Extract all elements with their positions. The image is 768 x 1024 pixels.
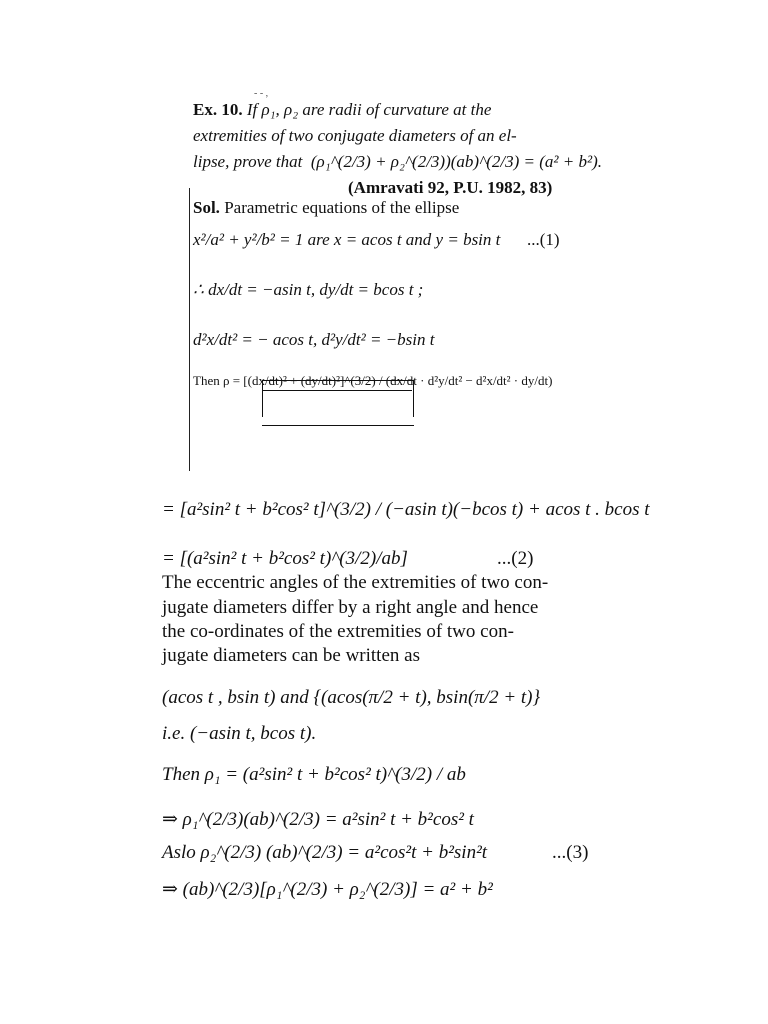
para-line-2: jugate diameters differ by a right angle and hence [162,597,539,618]
solution-label: Sol. [193,198,220,217]
scan-artifact: - - , [254,88,269,99]
rho-formula-text: Then ρ = [(dx/dt)² + (dy/dt)²]^(3/2) / (dx/dt · d²y/dt² − d²x/dt² · dy/dt) [193,373,553,388]
implies-1: ⇒ ρ₁^(2/3)(ab)^(2/3) = a²sin² t + b²cos² t [162,809,474,830]
example-text-1: If ρ₁, ρ₂ are radii of curvature at the [246,100,492,119]
para-line-3: the co-ordinates of the extremities of two con- [162,621,514,642]
example-prefix: lipse, prove that [193,152,303,171]
solution-intro-line [193,198,459,218]
ie-line: i.e. (−asin t, bcos t). [162,723,317,744]
step-1: = [a²sin² t + b²cos² t]^(3/2) / (−asin t)(−bcos t) + acos t . bcos t [162,499,650,520]
final-line: ⇒ (ab)^(2/3)[ρ₁^(2/3) + ρ₂^(2/3)] = a² + b² [162,879,493,900]
coordinates: (acos t , bsin t) and {(acos(π/2 + t), bsin(π/2 + t)} [162,687,541,708]
eq3-ref: ...(3) [552,842,589,863]
step-2: = [(a²sin² t + b²cos² t)^(3/2)/ab] [162,548,408,569]
first-derivatives: ∴ dx/dt = −asin t, dy/dt = bcos t ; [193,280,424,299]
also-line: Aslo ρ₂^(2/3) (ab)^(2/3) = a²cos²t + b²sin²t [162,842,488,863]
example-label: Ex. 10. [193,100,243,119]
example-source: (Amravati 92, P.U. 1982, 83) [348,178,553,197]
para-line-4: jugate diameters can be written as [162,645,420,666]
example-formula: (ρ₁^(2/3) + ρ₂^(2/3))(ab)^(2/3) = (a² + b²). [310,152,603,171]
rho1-line: Then ρ₁ = (a²sin² t + b²cos² t)^(3/2) / ab [162,764,466,785]
solution-intro: Parametric equations of the ellipse [224,198,460,217]
left-margin-rule [189,188,190,471]
example-line-3 [193,152,602,172]
example-line-1 [193,100,491,120]
second-derivatives: d²x/dt² = − acos t, d²y/dt² = −bsin t [193,330,435,349]
eq1-ref: ...(1) [527,230,560,249]
rho-fraction-bar [262,425,414,426]
eq2-ref: ...(2) [497,548,534,569]
param-equation: x²/a² + y²/b² = 1 are x = acos t and y = bsin t [193,230,501,249]
para-line-1: The eccentric angles of the extremities of two con- [162,572,549,593]
rho-bracket [262,380,414,417]
example-line-2: extremities of two conjugate diameters of an el- [193,126,517,145]
